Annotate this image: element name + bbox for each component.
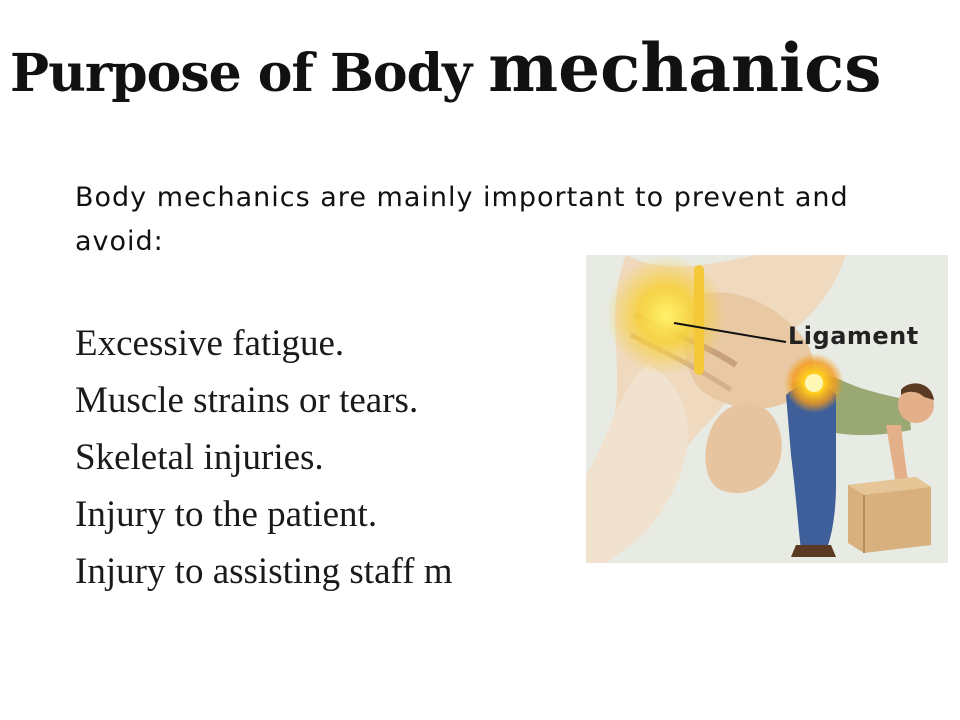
ligament-label: Ligament: [788, 322, 919, 350]
list-item: Injury to assisting staff m: [75, 551, 453, 592]
illustration-drawing: [586, 255, 948, 563]
purpose-list: [75, 320, 453, 605]
list-item: Skeletal injuries.: [75, 437, 324, 478]
list-item: Muscle strains or tears.: [75, 380, 419, 421]
title-part-1: Purpose of Body: [10, 43, 472, 104]
list-item: Injury to the patient.: [75, 494, 378, 535]
back-injury-illustration: [586, 255, 948, 563]
list-item: Excessive fatigue.: [75, 323, 345, 364]
intro-text: Body mechanics are mainly important to prevent and avoid:: [75, 182, 849, 257]
title-part-2: mechanics: [488, 29, 882, 107]
slide-title: [10, 28, 881, 114]
